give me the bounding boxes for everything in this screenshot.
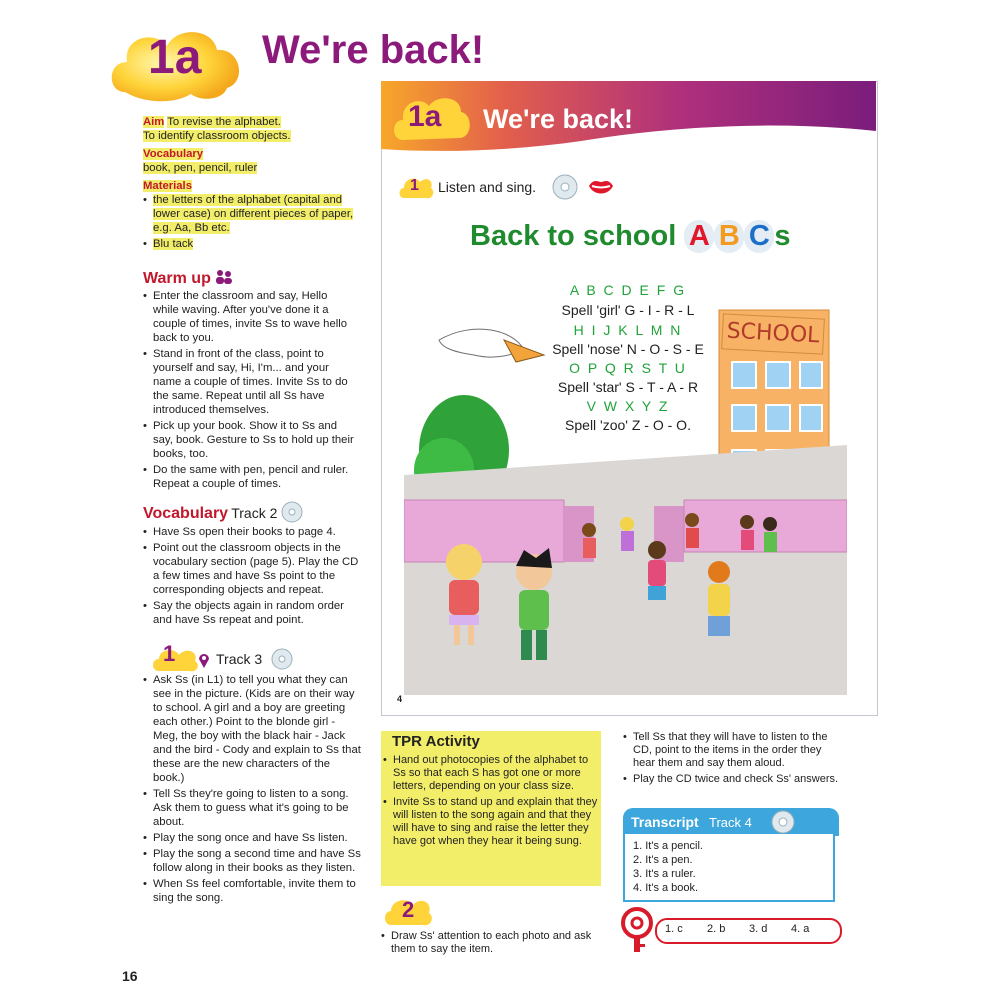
tpr-list (383, 754, 598, 850)
song-title: Back to school A B C s (470, 220, 791, 252)
warm-up-item: • Stand in front of the class, point to yourself and say, Hi, I'm... and your name a couple of times. Invite Ss to do the same. Repeat until all Ss have introduced themselves. (143, 347, 355, 417)
transcript-header (623, 808, 839, 836)
warm-up-item: • Pick up your book. Show it to Ss and say, book. Gesture to Ss to hold up their books, too. (143, 419, 355, 461)
vocabulary-item: • Point out the classroom objects in the vocabulary section (page 5). Play the CD a few times and have Ss point to the corresponding objects and repeat. (143, 541, 361, 597)
transcript-line: 3. It's a ruler. (633, 868, 696, 880)
lyric-line: O P Q R S T U (569, 360, 687, 376)
lyric-line: V W X Y Z (586, 398, 670, 414)
warm-up-item: • Do the same with pen, pencil and ruler. Repeat a couple of times. (143, 463, 355, 491)
lyric-line: Spell 'girl' G - I - R - L (561, 302, 695, 318)
lesson-title: We're back! (262, 28, 485, 72)
cd-icon (271, 648, 293, 670)
transcript-title: Transcript (631, 814, 699, 830)
answer-item: 1. c (665, 923, 683, 935)
lyric-line: Spell 'nose' N - O - S - E (552, 341, 704, 357)
book-lesson-number: 1a (408, 100, 442, 133)
cd-icon (552, 174, 578, 200)
tpr-item: • Hand out photocopies of the alphabet to Ss so that each S has got one or more letters, depending on your class size. (383, 754, 598, 794)
activity-1-section (143, 641, 368, 905)
vocabulary-label: Vocabulary (143, 148, 204, 160)
answer-item: 4. a (791, 923, 810, 935)
pair-work-icon (215, 269, 233, 285)
warm-up-item: • Enter the classroom and say, Hello while waving. After you've done it a couple of times, invite Ss to wave hello back to you. (143, 289, 355, 345)
aim-block (143, 115, 368, 143)
aim-line-2: To identify classroom objects. (143, 130, 291, 142)
lyric-line: H I J K L M N (573, 322, 683, 338)
exercise-number: 1 (410, 177, 419, 194)
vocabulary-item: • Have Ss open their books to page 4. (143, 525, 361, 539)
page-number: 16 (122, 968, 138, 984)
song-letter-b: B (714, 220, 744, 253)
right-notes-item: • Play the CD twice and check Ss' answers. (623, 773, 843, 786)
cd-icon (771, 810, 795, 834)
activity-1-item: • Play the song once and have Ss listen. (143, 831, 361, 845)
materials-item: • the letters of the alphabet (capital and lower case) on different pieces of paper, e.g. Aa, Bb etc. (143, 193, 358, 235)
aim-label: Aim (143, 116, 165, 128)
right-notes-item: • Tell Ss that they will have to listen to the CD, point to the items in the order they hear them and say them aloud. (623, 731, 843, 771)
warm-up-heading: Warm up (143, 269, 368, 286)
book-lesson-title: We're back! (483, 104, 633, 134)
answer-item: 3. d (749, 923, 768, 935)
number-cloud-icon (151, 647, 201, 673)
materials-block (143, 179, 368, 251)
lyric-line: A B C D E F G (569, 282, 687, 298)
materials-label: Materials (143, 180, 192, 192)
tpr-title: TPR Activity (392, 733, 480, 750)
book-page-number: 4 (397, 694, 403, 704)
location-pin-icon (198, 652, 210, 668)
transcript-body (623, 834, 835, 902)
song-letter-c: C (744, 220, 774, 253)
exercise-instruction: Listen and sing. (438, 179, 537, 195)
vocabulary-section-heading: Vocabulary Track 2 (143, 501, 368, 523)
activity-1-item: • Tell Ss they're going to listen to a song. Ask them to guess what it's going to be about. (143, 787, 361, 829)
lips-sing-icon (588, 178, 614, 196)
lesson-number: 1a (148, 31, 202, 84)
vocabulary-section (143, 501, 368, 627)
song-letter-a: A (684, 220, 714, 253)
vocabulary-item: • Say the objects again in random order and have Ss repeat and point. (143, 599, 361, 627)
teacher-notes-left (143, 115, 368, 907)
vocabulary-block (143, 147, 368, 175)
activity-1-heading: 1 Track 3 (143, 647, 368, 673)
transcript-line: 2. It's a pen. (633, 854, 693, 866)
activity-1-item: • Ask Ss (in L1) to tell you what they can see in the picture. (Kids are on their way to school. A girl and a boy are greeting each other.) Point to the blonde girl - Meg, the boy with the black hair - Jack and the bird - Cody and explain to Ss that these are the new characters of the book.) (143, 673, 361, 785)
aim-line-1: To revise the alphabet. (167, 116, 281, 128)
warm-up-section (143, 269, 368, 491)
tpr-item: • Invite Ss to stand up and explain that they will listen to the song again and that they will have to sing and raise the letter they have got when they hear it being sung. (383, 796, 598, 849)
vocabulary-words: book, pen, pencil, ruler (143, 162, 258, 174)
transcript-track: Track 4 (709, 815, 752, 830)
materials-item: • Blu tack (143, 237, 358, 251)
school-sign: SCHOOL (721, 313, 825, 354)
activity-1-item: • Play the song a second time and have Ss follow along in their books as they listen. (143, 847, 361, 875)
cd-icon (281, 501, 303, 523)
activity-1-item: • When Ss feel comfortable, invite them to sing the song. (143, 877, 361, 905)
right-notes (623, 731, 843, 788)
activity-2-number: 2 (402, 897, 415, 922)
lyric-line: Spell 'zoo' Z - O - O. (565, 417, 691, 433)
transcript-line: 1. It's a pencil. (633, 840, 703, 852)
activity-2-list (381, 930, 606, 958)
transcript-line: 4. It's a book. (633, 882, 699, 894)
lyric-line: Spell 'star' S - T - A - R (557, 379, 699, 395)
activity-2-item: • Draw Ss' attention to each photo and ask them to say the item. (381, 930, 606, 956)
answer-item: 2. b (707, 923, 726, 935)
answer-key-box (655, 918, 842, 944)
